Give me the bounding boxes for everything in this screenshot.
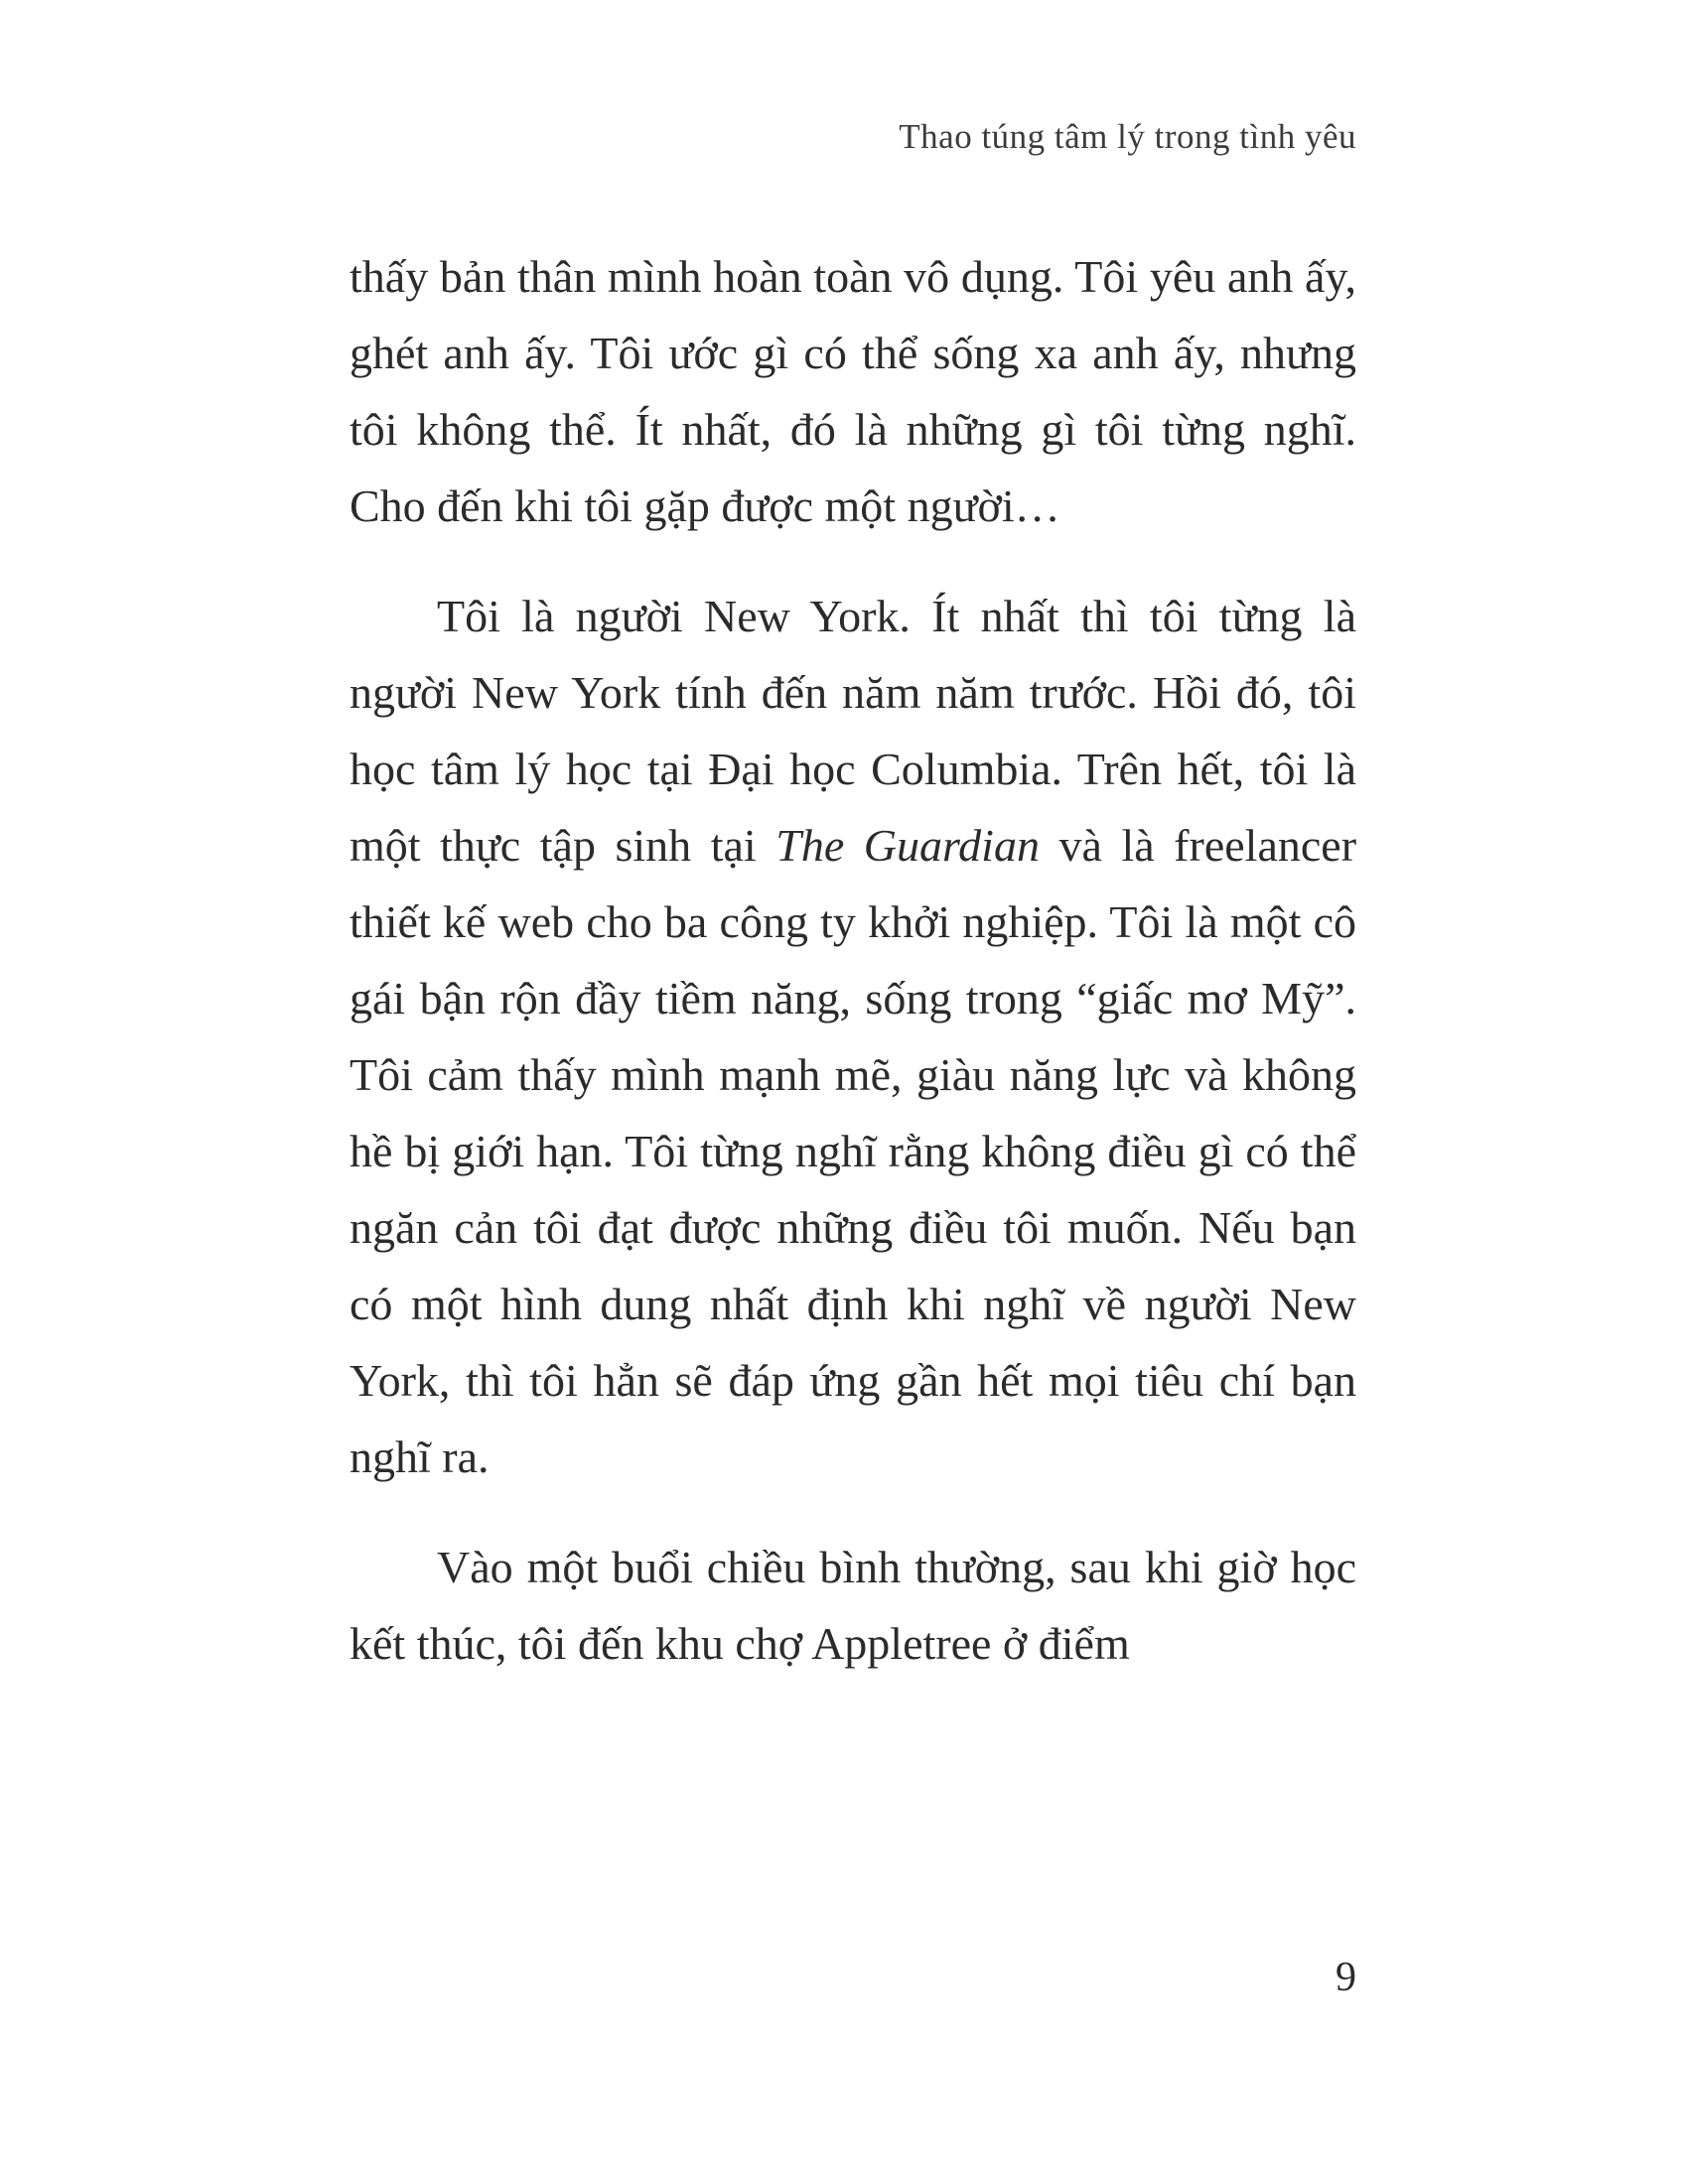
running-head-title: Thao túng tâm lý trong tình yêu — [899, 117, 1356, 156]
paragraph-new-york — [350, 578, 1356, 1495]
paragraph-afternoon: Vào một buổi chiều bình thường, sau khi giờ học kết thúc, tôi đến khu chợ Appletree ở điểm — [350, 1542, 1356, 1669]
paragraph-new-york-part2: và là freelancer thiết kế web cho ba công ty khởi nghiệp. Tôi là một cô gái bận rộn đầy tiềm năng, sống trong “giấc mơ Mỹ”. Tôi cảm thấy mình mạnh mẽ, giàu năng lực và không hề bị giới hạn. Tôi từng nghĩ rằng không điều gì có thể ngăn cản tôi đạt được những điều tôi muốn. Nếu bạn có một hình dung nhất định khi nghĩ về người New York, thì tôi hẳn sẽ đáp ứng gần hết mọi tiêu chí bạn nghĩ ra. — [350, 820, 1357, 1482]
paragraph-new-york-part1: Tôi là người New York. Ít nhất thì tôi từng là người New York tính đến năm năm trước. Hồi đó, tôi học tâm lý học tại Đại học Columbia. Trên hết, tôi là một thực tập sinh tại — [350, 591, 1356, 871]
page-number: 9 — [1336, 1955, 1356, 2000]
publication-title-italic: The Guardian — [775, 820, 1040, 871]
paragraph-continuation: thấy bản thân mình hoàn toàn vô dụng. Tôi yêu anh ấy, ghét anh ấy. Tôi ước gì có thể sống xa anh ấy, nhưng tôi không thể. Ít nhất, đó là những gì tôi từng nghĩ. Cho đến khi tôi gặp được một người… — [350, 251, 1356, 531]
body-text-block — [350, 238, 1356, 1715]
